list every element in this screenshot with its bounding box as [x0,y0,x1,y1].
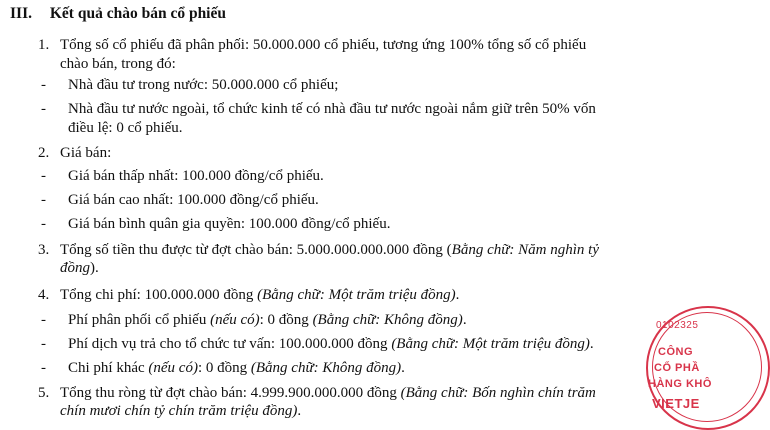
item-text-italic: (Bằng chữ: Một trăm triệu đồng) [257,287,456,303]
section-title: Kết quả chào bán cổ phiếu [49,5,226,22]
sub-text-italic: (Bằng chữ: Không đồng) [250,360,402,376]
stamp-line: CỔ PHẦ [654,362,700,374]
sub-item-text: Nhà đầu tư trong nước: 50.000.000 cổ phiếu; [68,77,339,93]
bullet-dash: - [41,360,46,376]
item-text-plain: ). [90,260,99,276]
item-number: 5. [38,385,50,401]
item-text: Tổng số cổ phiếu đã phân phối: 50.000.000 cổ phiếu, tương ứng 100% tổng số cổ phiếu [60,37,587,53]
item-text-plain: Tổng số tiền thu được từ đợt chào bán: 5.000.000.000.000 đồng ( [60,242,452,258]
item-text-plain: . [297,403,302,419]
sub-text-italic: (nếu có) [148,360,198,376]
item-text [60,241,599,259]
sub-text-italic: (Bằng chữ: Không đồng) [312,312,463,328]
sub-text-plain: Phí phân phối cổ phiếu [68,312,211,328]
item-text-continued [60,402,301,420]
item-text-continued: chào bán, trong đó: [60,56,176,72]
bullet-dash: - [41,216,46,232]
sub-text-plain: Chi phí khác [68,360,149,376]
stamp-code: 0102325 [656,320,699,331]
item-number: 3. [38,242,50,258]
stamp-line: CÔNG [658,346,693,358]
item-number: 4. [38,287,50,303]
item-text-end: . [455,287,460,303]
bullet-dash: - [41,336,46,352]
bullet-dash: - [41,168,46,184]
sub-item-text: Giá bán bình quân gia quyền: 100.000 đồng/cổ phiếu. [68,216,391,232]
sub-item-text [68,359,405,377]
sub-item-text [68,335,594,353]
item-number: 1. [38,37,50,53]
sub-item-text: Giá bán cao nhất: 100.000 đồng/cổ phiếu. [68,192,319,208]
company-stamp [646,306,770,430]
bullet-dash: - [41,192,46,208]
sub-text-end: . [462,312,467,328]
stamp-line: VIETJE [652,396,700,411]
section-number: III. [10,5,32,22]
item-text [60,286,459,304]
sub-text-italic: (nếu có) [210,312,260,328]
sub-item-text: Giá bán thấp nhất: 100.000 đồng/cổ phiếu. [68,168,324,184]
sub-text-end: . [401,360,405,376]
item-text-italic: (Bằng chữ: Bốn nghìn chín trăm [400,385,596,401]
item-text-plain: Tổng chi phí: 100.000.000 đồng [60,287,258,303]
sub-text-plain: Phí dịch vụ trả cho tổ chức tư vấn: 100.000.000 đồng [68,336,392,352]
sub-text-end: . [589,336,594,352]
bullet-dash: - [41,77,46,93]
sub-item-text-continued: điều lệ: 0 cổ phiếu. [68,120,183,136]
sub-item-text [68,311,467,329]
item-text-italic: chín mươi chín tỷ chín trăm triệu đồng) [60,403,298,419]
bullet-dash: - [41,312,46,328]
item-text: Giá bán: [60,145,112,161]
sub-item-text: Nhà đầu tư nước ngoài, tổ chức kinh tế có nhà đầu tư nước ngoài nắm giữ trên 50% vốn [68,101,596,117]
item-text [60,384,596,402]
item-text-italic: đồng [60,260,90,276]
item-text-plain: Tổng thu ròng từ đợt chào bán: 4.999.900.000.000 đồng [60,385,401,401]
item-text-italic: Bằng chữ: Năm nghìn tỷ [451,242,599,258]
item-number: 2. [38,145,50,161]
sub-text-plain: : 0 đồng [259,312,313,328]
section-heading [10,5,226,23]
sub-text-plain: : 0 đồng [197,360,251,376]
item-text-continued [60,259,99,277]
stamp-line: HÀNG KHÔ [648,378,712,390]
bullet-dash: - [41,101,46,117]
sub-text-italic: (Bằng chữ: Một trăm triệu đồng) [391,336,590,352]
